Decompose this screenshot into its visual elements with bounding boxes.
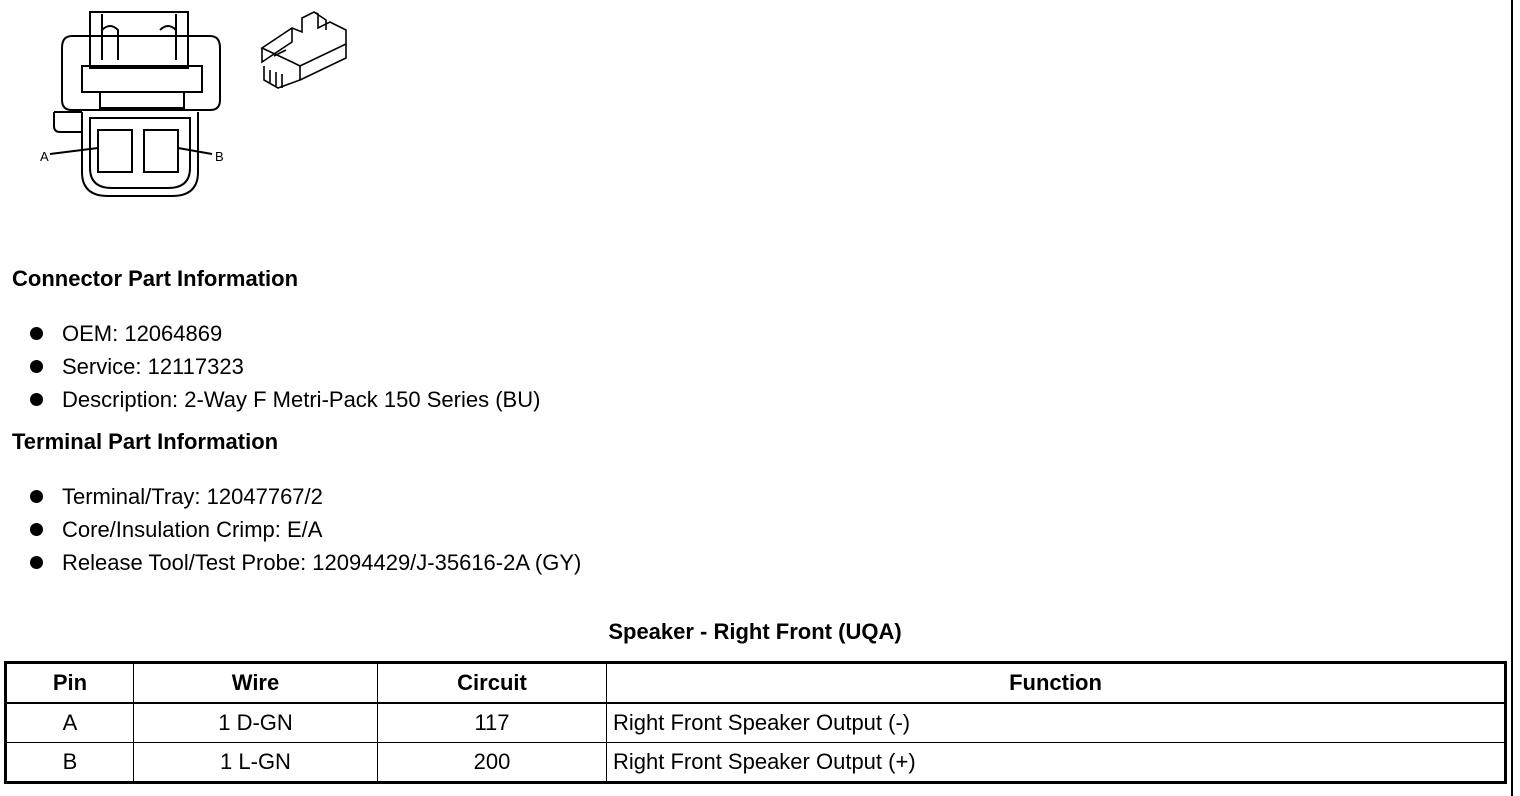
core-insulation-crimp: Core/Insulation Crimp: E/A (62, 517, 323, 542)
oem-part-number: OEM: 12064869 (62, 321, 223, 346)
pin-label-a: A (40, 149, 49, 164)
pinout-table (4, 661, 1507, 784)
release-tool-test-probe: Release Tool/Test Probe: 12094429/J-35616-2A (GY) (62, 550, 582, 575)
terminal-tray: Terminal/Tray: 12047767/2 (62, 484, 323, 509)
cell-function: Right Front Speaker Output (-) (607, 703, 1506, 743)
connector-side-view (262, 12, 346, 88)
header-wire: Wire (134, 663, 378, 703)
list-item (0, 546, 581, 579)
cell-circuit: 200 (378, 743, 607, 783)
service-part-number: Service: 12117323 (62, 354, 244, 379)
cell-pin: B (6, 743, 134, 783)
bullet-icon (30, 490, 43, 503)
header-function: Function (607, 663, 1506, 703)
list-item (0, 513, 581, 546)
header-circuit: Circuit (378, 663, 607, 703)
connector-face-view (50, 12, 220, 196)
connector-part-list (0, 317, 540, 416)
table-row (6, 743, 1506, 783)
connector-diagram (30, 0, 370, 210)
header-pin: Pin (6, 663, 134, 703)
bullet-icon (30, 393, 43, 406)
list-item (0, 383, 540, 416)
bullet-icon (30, 556, 43, 569)
bullet-icon (30, 523, 43, 536)
cell-pin: A (6, 703, 134, 743)
list-item (0, 317, 540, 350)
list-item (0, 350, 540, 383)
terminal-part-heading: Terminal Part Information (12, 429, 279, 454)
bullet-icon (30, 360, 43, 373)
table-row (6, 703, 1506, 743)
table-header-row (6, 663, 1506, 703)
bullet-icon (30, 327, 43, 340)
page-right-border (1511, 0, 1513, 796)
terminal-part-list (0, 480, 581, 579)
list-item (0, 480, 581, 513)
cell-wire: 1 L-GN (134, 743, 378, 783)
table-title: Speaker - Right Front (UQA) (608, 619, 902, 644)
connector-part-heading: Connector Part Information (12, 266, 299, 291)
cell-circuit: 117 (378, 703, 607, 743)
connector-description: Description: 2-Way F Metri-Pack 150 Series (BU) (62, 387, 541, 412)
cell-wire: 1 D-GN (134, 703, 378, 743)
cell-function: Right Front Speaker Output (+) (607, 743, 1506, 783)
pin-label-b: B (215, 149, 224, 164)
